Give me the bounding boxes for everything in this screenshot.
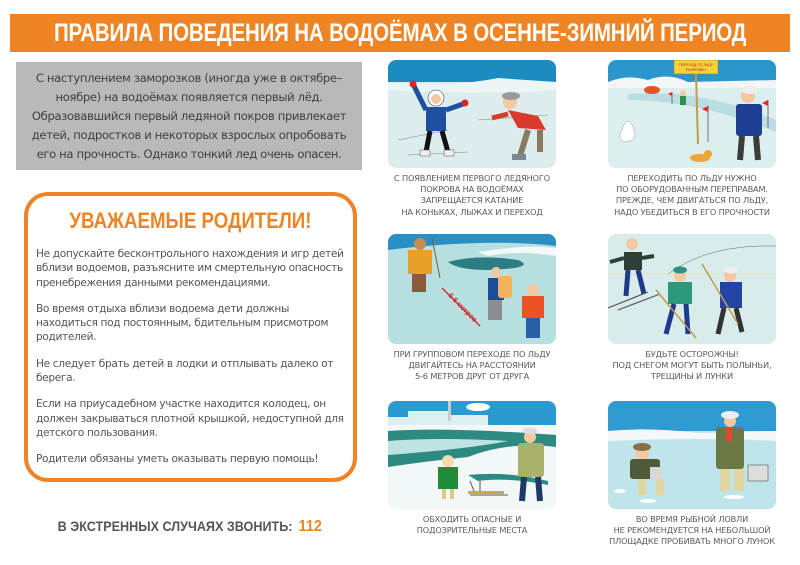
intro-box — [16, 62, 362, 170]
parents-paragraph: Во время отдыха вблизи водоема дети должны находиться под постоянным, бдительным присмотром родителей. — [36, 302, 329, 344]
illustration-sled-open-water — [388, 401, 556, 509]
parents-paragraph: Если на приусадебном участке находится колодец, он должен закрываться плотной крышкой, недоступной для детского пользования. — [36, 398, 344, 439]
parents-paragraph: Не допускайте бесконтрольного нахождения и игр детей вблизи водоемов, разъясните им смертельную опасность пренебрежения данными рекомендациями. — [36, 248, 344, 289]
card-caption: С ПОЯВЛЕНИЕМ ПЕРВОГО ЛЕДЯНОГО ПОКРОВА НА ВОДОЁМАХ ЗАПРЕЩАЕТСЯ КАТАНИЕ НА КОНЬКАХ, ЛЫЖАХ И ПЕРЕХОД — [393, 173, 551, 217]
rule-card — [608, 60, 776, 218]
card-caption: ПРИ ГРУППОВОМ ПЕРЕХОДЕ ПО ЛЬДУ ДВИГАЙТЕСЬ НА РАССТОЯНИИ 5-6 МЕТРОВ ДРУГ ОТ ДРУГА — [393, 349, 551, 382]
rule-card — [608, 234, 776, 383]
illustration-ice-crossing — [608, 60, 776, 168]
rule-card — [608, 401, 776, 548]
intro-text: С наступлением заморозков (иногда уже в октябре–ноябре) на водоёмах появляется первый лёд. Образовавшийся первый ледяной покров привлекает детей, подростков и некоторых взрослых опробовать его на прочность. Однако тонкий лед очень опасен. — [31, 70, 347, 161]
illustration-hockey-skiing — [608, 234, 776, 344]
svg-text:5-6 метров: 5-6 метров — [446, 292, 478, 324]
illustration-ice-fishing — [608, 401, 776, 509]
emergency-line — [0, 518, 380, 536]
card-caption: ПЕРЕХОДИТЬ ПО ЛЬДУ НУЖНО ПО ОБОРУДОВАННЫМ ПЕРЕПРАВАМ. ПРЕЖДЕ, ЧЕМ ДВИГАТЬСЯ ПО ЛЬДУ, НАДО УБЕДИТЬСЯ В ЕГО ПРОЧНОСТИ — [614, 173, 770, 217]
card-caption: ОБХОДИТЬ ОПАСНЫЕ И ПОДОЗРИТЕЛЬНЫЕ МЕСТА — [416, 514, 528, 536]
illustration-skating — [388, 60, 556, 168]
emergency-label: В ЭКСТРЕННЫХ СЛУЧАЯХ ЗВОНИТЬ: — [57, 518, 293, 534]
card-caption: БУДЬТЕ ОСТОРОЖНЫ! ПОД СНЕГОМ МОГУТ БЫТЬ ПОЛЫНЬИ, ТРЕЩИНЫ И ЛУНКИ — [612, 349, 772, 382]
rule-card — [388, 401, 556, 536]
card-caption: ВО ВРЕМЯ РЫБНОЙ ЛОВЛИ НЕ РЕКОМЕНДУЕТСЯ НА НЕБОЛЬШОЙ ПЛОЩАДКЕ ПРОБИВАТЬ МНОГО ЛУНОК — [609, 514, 775, 547]
svg-text:ПЕРЕХОД ПО ЛЬДУ: ПЕРЕХОД ПО ЛЬДУ — [679, 63, 713, 67]
rule-card — [388, 60, 556, 218]
parents-notice-box — [24, 192, 357, 482]
emergency-number: 112 — [298, 518, 323, 535]
rule-card — [388, 234, 556, 383]
title-banner — [10, 14, 790, 52]
illustration-group-crossing — [388, 234, 556, 344]
parents-paragraph: Родители обязаны уметь оказывать первую помощь! — [36, 453, 319, 466]
page-title: ПРАВИЛА ПОВЕДЕНИЯ НА ВОДОЁМАХ В ОСЕННЕ-ЗИМНИЙ ПЕРИОД — [53, 18, 747, 47]
svg-text:РАЗРЕШЕН: РАЗРЕШЕН — [686, 68, 706, 72]
parents-paragraph: Не следует брать детей в лодки и отплывать далеко от берега. — [36, 357, 334, 385]
parents-title: УВАЖАЕМЫЕ РОДИТЕЛИ! — [69, 208, 312, 233]
